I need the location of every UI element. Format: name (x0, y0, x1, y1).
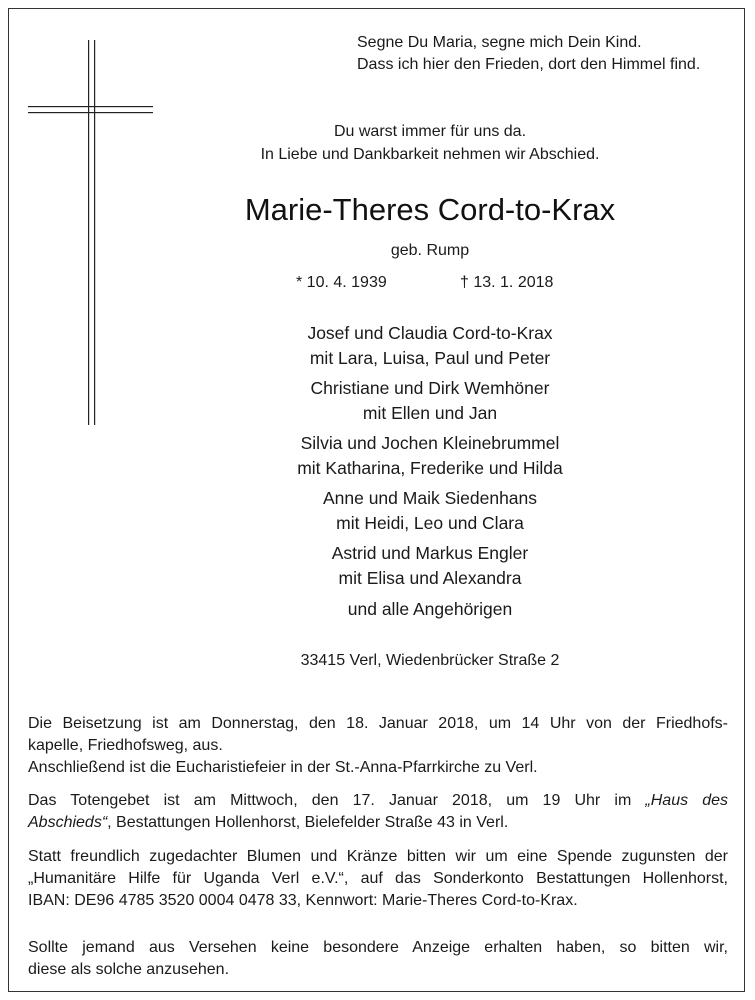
venue-name: „Haus des (645, 792, 729, 809)
prayer-text: , Bestattungen Hollenhorst, Bielefelder Straße 43 in Verl. (107, 814, 509, 831)
verse-line: Dass ich hier den Frieden, dort den Himmel find. (357, 56, 701, 73)
donation-line: IBAN: DE96 4785 3520 0004 0478 33, Kennwort: Marie-Theres Cord-to-Krax. (28, 892, 578, 909)
prayer-text: Das Totengebet ist am Mittwoch, den 17. Januar 2018, um 19 Uhr im (28, 792, 646, 809)
donation-line: Statt freundlich zugedachter Blumen und Kränze bitten wir um eine Spende zugunsten der (28, 848, 728, 865)
notice-line: diese als solche anzusehen. (28, 961, 230, 978)
prayer-info (28, 790, 728, 834)
family-children: mit Elisa und Alexandra (338, 568, 522, 588)
donation-line: „Humanitäre Hilfe für Uganda Verl e.V.“, auf das Sonderkonto Bestattungen Hollenhorst, (28, 870, 728, 887)
family-parents: Josef und Claudia Cord-to-Krax (307, 323, 553, 343)
deceased-name: Marie-Theres Cord-to-Krax (244, 192, 616, 227)
death-date: † 13. 1. 2018 (460, 274, 554, 291)
family-parents: Anne und Maik Siedenhans (322, 488, 538, 508)
intro-line: In Liebe und Dankbarkeit nehmen wir Abschied. (260, 146, 600, 163)
notice-info (28, 937, 728, 981)
verse (357, 32, 700, 76)
mourners-list (215, 321, 645, 622)
verse-line: Segne Du Maria, segne mich Dein Kind. (357, 34, 642, 51)
burial-line: Anschließend ist die Eucharistiefeier in der St.-Anna-Pfarrkirche zu Verl. (28, 759, 538, 776)
family-children: mit Katharina, Frederike und Hilda (297, 458, 563, 478)
family-parents: Astrid und Markus Engler (331, 543, 529, 563)
family-parents: Christiane und Dirk Wemhöner (310, 378, 550, 398)
family-entry (215, 431, 645, 481)
prayer-line (28, 812, 728, 834)
other-relatives: und alle Angehörigen (347, 599, 513, 619)
family-entry (215, 321, 645, 371)
cross-icon (28, 40, 153, 425)
family-children: mit Lara, Luisa, Paul und Peter (309, 348, 551, 368)
notice-line: Sollte jemand aus Versehen keine besondere Anzeige erhalten haben, so bitten wir, (28, 939, 728, 956)
birth-date: * 10. 4. 1939 (296, 274, 387, 291)
venue-name: Abschieds“ (28, 814, 108, 831)
family-children: mit Ellen und Jan (362, 403, 498, 423)
intro-line: Du warst immer für uns da. (333, 123, 527, 140)
family-address: 33415 Verl, Wiedenbrücker Straße 2 (300, 652, 560, 669)
burial-line: Die Beisetzung ist am Donnerstag, den 18. Januar 2018, um 14 Uhr von der Friedhofs- (28, 715, 728, 732)
family-parents: Silvia und Jochen Kleinebrummel (300, 433, 560, 453)
burial-line: kapelle, Friedhofsweg, aus. (28, 737, 223, 754)
family-entry (215, 486, 645, 536)
family-entry (215, 541, 645, 591)
intro-text (200, 120, 660, 166)
family-entry (215, 376, 645, 426)
donation-info (28, 846, 728, 912)
birth-name: geb. Rump (390, 242, 470, 259)
family-children: mit Heidi, Leo und Clara (336, 513, 524, 533)
prayer-line (28, 790, 728, 812)
burial-info (28, 713, 728, 779)
